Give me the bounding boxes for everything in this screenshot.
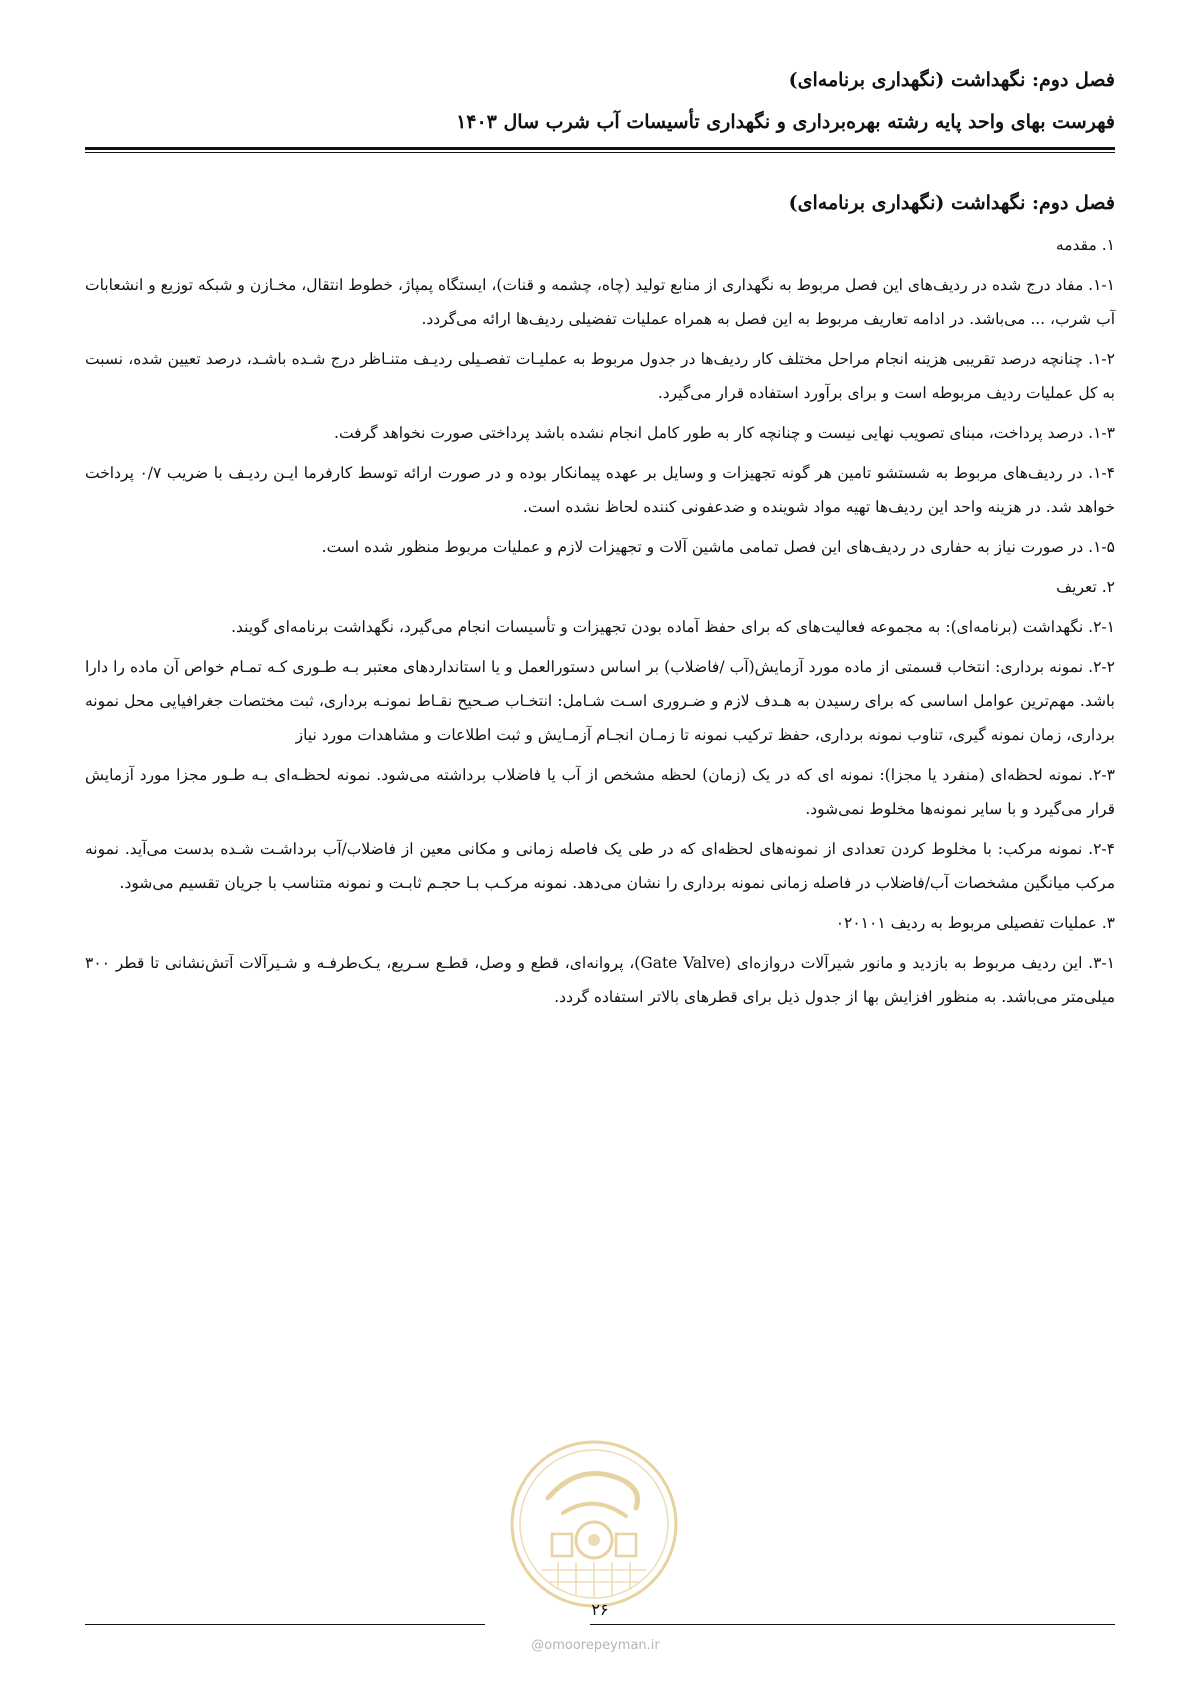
footer-divider-right <box>590 1624 1115 1625</box>
paragraph-2-4: ۲-۴. نمونه مرکب: با مخلوط کردن تعدادی از نمونه‌های لحظه‌ای که در طی یک فاصله زمانی و مکانی معین از فاضلاب/آب برداشـت شـده بدست می‌آید. نمونه مرکب میانگین مشخصات آب/فاضلاب در فاصله زمانی نمونه برداری را نشان می‌دهد. نمونه مرکـب بـا حجـم ثابـت و نمونه متناسب با جریان تقسیم می‌شود. <box>85 840 1115 892</box>
heading-introduction: ۱. مقدمه <box>1055 236 1115 254</box>
header-subtitle: فهرست بهای واحد پایه رشته بهره‌برداری و نگهداری تأسیسات آب شرب سال ۱۴۰۳ <box>456 111 1115 133</box>
header-divider-thick <box>85 147 1115 150</box>
paragraph-1-3: ۱-۳. درصد پرداخت، مبنای تصویب نهایی نیست و چنانچه کار به طور کامل انجام نشده باشد پرداختی صورت نخواهد گرفت. <box>334 424 1115 442</box>
section-title: فصل دوم: نگهداشت (نگهداری برنامه‌ای) <box>788 192 1115 214</box>
paragraph-2-1: ۲-۱. نگهداشت (برنامه‌ای): به مجموعه فعالیت‌های که برای حفظ آماده بودن تجهیزات و تأسیسات انجام می‌گیرد، نگهداشت برنامه‌ای گویند. <box>231 618 1115 636</box>
heading-detailed-operations: ۳. عملیات تفصیلی مربوط به ردیف ۰۲۰۱۰۱ <box>835 914 1115 932</box>
paragraph-1-2: ۱-۲. چنانچه درصد تقریبی هزینه انجام مراحل مختلف کار ردیف‌ها در جدول مربوط به عملیـات تفصـیلی ردیـف متنـاظر درج شـده باشـد، درصد تعیین شده، نسبت به کل عملیات ردیف مربوطه است و برای برآورد استفاده قرار می‌گیرد. <box>85 350 1115 402</box>
header-divider-thin <box>85 152 1115 153</box>
paragraph-2-2: ۲-۲. نمونه برداری: انتخاب قسمتی از ماده مورد آزمایش(آب /فاضلاب) بر اساس دستورالعمل و یا استانداردهای معتبر بـه طـوری کـه تمـام خواص آن ماده را دارا باشد. مهم‌ترین عوامل اساسی که برای رسیدن به هـدف لازم و ضـروری اسـت شـامل: انتخـاب صـحیح نقـاط نمونـه برداری، ثبت مختصات جغرافیایی محل نمونه برداری، زمان نمونه گیری، تناوب نمونه برداری، حفظ ترکیب نمونه تا زمـان انجـام آزمـایش و ثبت اطلاعات و مشاهدات مورد نیاز <box>85 658 1115 744</box>
paragraph-1-1: ۱-۱. مفاد درج شده در ردیف‌های این فصل مربوط به نگهداری از منابع تولید (چاه، چشمه و قنات)، ایستگاه پمپاژ، خطوط انتقال، مخـازن و شبکه توزیع و انشعابات آب شرب، ... می‌باشد. در ادامه تعاریف مربوط به این فصل به همراه عملیات تفضیلی ردیف‌ها ارائه می‌گردد. <box>85 276 1115 328</box>
watermark-url: @omoorepeyman.ir <box>531 1638 660 1653</box>
header-chapter-title: فصل دوم: نگهداشت (نگهداری برنامه‌ای) <box>788 69 1115 91</box>
watermark-logo-icon <box>508 1438 680 1610</box>
paragraph-1-5: ۱-۵. در صورت نیاز به حفاری در ردیف‌های این فصل تمامی ماشین آلات و تجهیزات لازم و عملیات مربوط منظور شده است. <box>321 538 1115 556</box>
document-body <box>85 188 1115 1020</box>
document-page <box>85 0 1115 1685</box>
paragraph-3-1: ۳-۱. این ردیف مربوط به بازدید و مانور شیرآلات دروازه‌ای (Gate Valve)، پروانه‌ای، قطع و وصل، قطـع سـریع، یـک‌طرفـه و شـیرآلات آتش‌نشانی تا قطر ۳۰۰ میلی‌متر می‌باشد. به منظور افزایش بها از جدول ذیل برای قطرهای بالاتر استفاده گردد. <box>85 954 1115 1006</box>
heading-definitions: ۲. تعریف <box>1056 578 1115 596</box>
paragraph-2-3: ۲-۳. نمونه لحظه‌ای (منفرد یا مجزا): نمونه ای که در یک (زمان) لحظه مشخص از آب یا فاضلاب برداشته می‌شود. نمونه لحظـه‌ای بـه طـور مجزا مورد آزمایش قرار می‌گیرد و با سایر نمونه‌ها مخلوط نمی‌شود. <box>85 766 1115 818</box>
page-number: ۲۶ <box>591 1600 609 1619</box>
paragraph-1-4: ۱-۴. در ردیف‌های مربوط به شستشو تامین هر گونه تجهیزات و وسایل بر عهده پیمانکار بوده و در صورت ارائه توسط کارفرما ایـن ردیـف با ضریب ۰/۷ پرداخت خواهد شد. در هزینه واحد این ردیف‌ها تهیه مواد شوینده و ضدعفونی کننده لحاظ نشده است. <box>85 464 1115 516</box>
footer-divider-left <box>85 1624 485 1625</box>
